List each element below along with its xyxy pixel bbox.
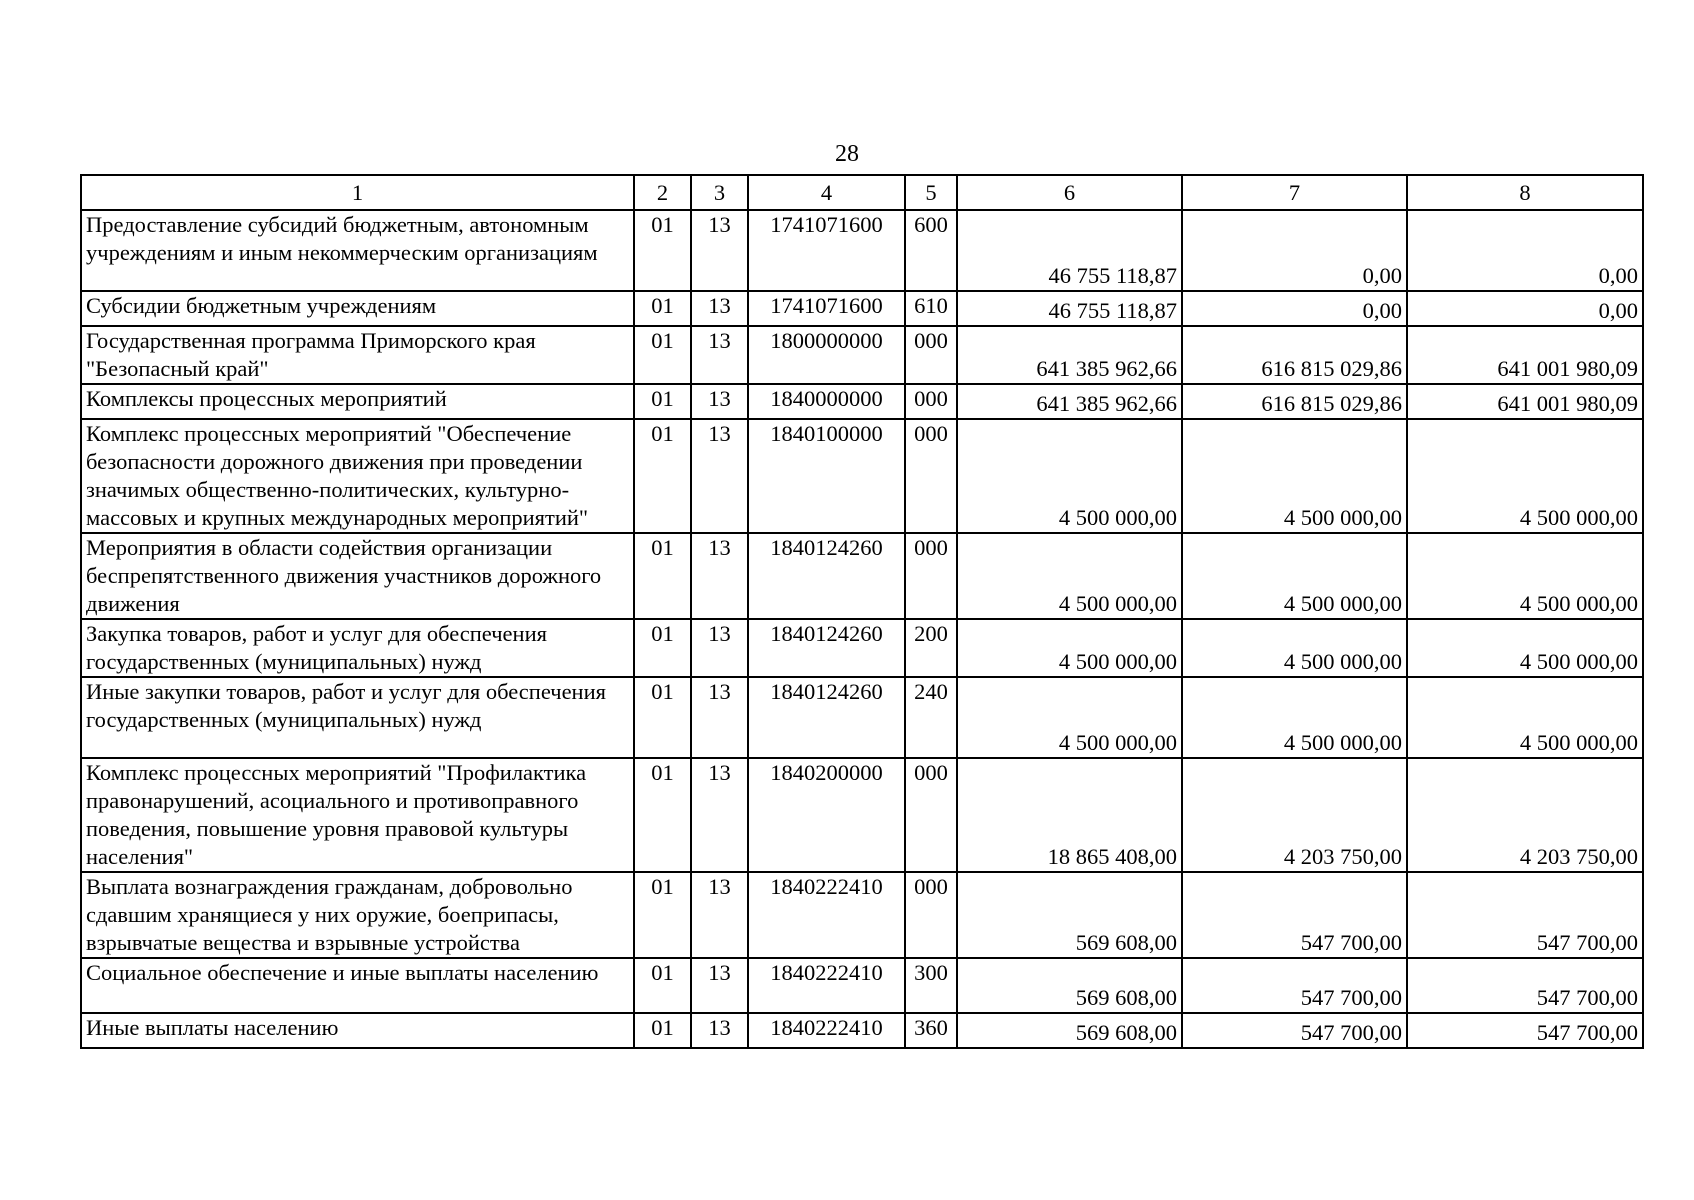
amount-col-7: 547 700,00 <box>1182 958 1407 1013</box>
column-header: 7 <box>1182 175 1407 210</box>
target-article-code: 1800000000 <box>748 326 905 384</box>
target-article-code: 1840200000 <box>748 758 905 872</box>
row-title: Комплекс процессных мероприятий "Профилактика правонарушений, асоциального и противоправного поведения, повышение уровня правовой культуры населения" <box>81 758 634 872</box>
target-article-code: 1840222410 <box>748 872 905 958</box>
table-row <box>81 619 1643 677</box>
amount-col-8: 641 001 980,09 <box>1407 384 1643 419</box>
section-code: 01 <box>634 619 691 677</box>
column-header: 6 <box>957 175 1182 210</box>
amount-col-7: 547 700,00 <box>1182 872 1407 958</box>
section-code: 01 <box>634 677 691 758</box>
amount-col-7: 4 500 000,00 <box>1182 419 1407 533</box>
row-title: Выплата вознаграждения гражданам, добровольно сдавшим хранящиеся у них оружие, боеприпасы, взрывчатые вещества и взрывные устройства <box>81 872 634 958</box>
subsection-code: 13 <box>691 872 748 958</box>
amount-col-7: 547 700,00 <box>1182 1013 1407 1048</box>
amount-col-7: 0,00 <box>1182 210 1407 291</box>
column-header: 2 <box>634 175 691 210</box>
section-code: 01 <box>634 326 691 384</box>
target-article-code: 1840000000 <box>748 384 905 419</box>
amount-col-6: 46 755 118,87 <box>957 291 1182 326</box>
expense-type-code: 000 <box>905 419 957 533</box>
amount-col-7: 4 500 000,00 <box>1182 619 1407 677</box>
column-header: 3 <box>691 175 748 210</box>
header-row <box>81 175 1643 210</box>
subsection-code: 13 <box>691 326 748 384</box>
amount-col-6: 569 608,00 <box>957 872 1182 958</box>
amount-col-6: 4 500 000,00 <box>957 419 1182 533</box>
row-title: Предоставление субсидий бюджетным, автономным учреждениям и иным некоммерческим организациям <box>81 210 634 291</box>
amount-col-8: 4 500 000,00 <box>1407 619 1643 677</box>
amount-col-8: 4 203 750,00 <box>1407 758 1643 872</box>
subsection-code: 13 <box>691 419 748 533</box>
table-row <box>81 419 1643 533</box>
column-header: 5 <box>905 175 957 210</box>
column-header: 1 <box>81 175 634 210</box>
expense-type-code: 200 <box>905 619 957 677</box>
amount-col-8: 0,00 <box>1407 210 1643 291</box>
row-title: Комплекс процессных мероприятий "Обеспечение безопасности дорожного движения при проведении значимых общественно-политических, культурно-массовых и крупных международных мероприятий" <box>81 419 634 533</box>
amount-col-8: 4 500 000,00 <box>1407 419 1643 533</box>
amount-col-7: 4 203 750,00 <box>1182 758 1407 872</box>
row-title: Социальное обеспечение и иные выплаты населению <box>81 958 634 1013</box>
table-row <box>81 291 1643 326</box>
subsection-code: 13 <box>691 677 748 758</box>
section-code: 01 <box>634 419 691 533</box>
row-title: Субсидии бюджетным учреждениям <box>81 291 634 326</box>
target-article-code: 1741071600 <box>748 291 905 326</box>
row-title: Иные закупки товаров, работ и услуг для обеспечения государственных (муниципальных) нужд <box>81 677 634 758</box>
target-article-code: 1741071600 <box>748 210 905 291</box>
subsection-code: 13 <box>691 958 748 1013</box>
subsection-code: 13 <box>691 533 748 619</box>
amount-col-7: 4 500 000,00 <box>1182 677 1407 758</box>
table-row <box>81 384 1643 419</box>
expense-type-code: 000 <box>905 326 957 384</box>
table-row <box>81 958 1643 1013</box>
table-row <box>81 210 1643 291</box>
subsection-code: 13 <box>691 291 748 326</box>
expense-type-code: 610 <box>905 291 957 326</box>
expense-type-code: 240 <box>905 677 957 758</box>
expense-type-code: 360 <box>905 1013 957 1048</box>
subsection-code: 13 <box>691 384 748 419</box>
expense-type-code: 600 <box>905 210 957 291</box>
target-article-code: 1840124260 <box>748 533 905 619</box>
amount-col-6: 569 608,00 <box>957 958 1182 1013</box>
row-title: Иные выплаты населению <box>81 1013 634 1048</box>
amount-col-6: 4 500 000,00 <box>957 619 1182 677</box>
target-article-code: 1840124260 <box>748 677 905 758</box>
subsection-code: 13 <box>691 1013 748 1048</box>
amount-col-6: 18 865 408,00 <box>957 758 1182 872</box>
target-article-code: 1840222410 <box>748 958 905 1013</box>
expense-type-code: 000 <box>905 384 957 419</box>
amount-col-6: 46 755 118,87 <box>957 210 1182 291</box>
section-code: 01 <box>634 1013 691 1048</box>
expense-type-code: 000 <box>905 758 957 872</box>
expense-type-code: 300 <box>905 958 957 1013</box>
table-row <box>81 1013 1643 1048</box>
amount-col-7: 4 500 000,00 <box>1182 533 1407 619</box>
target-article-code: 1840124260 <box>748 619 905 677</box>
table-row <box>81 872 1643 958</box>
row-title: Комплексы процессных мероприятий <box>81 384 634 419</box>
amount-col-7: 616 815 029,86 <box>1182 326 1407 384</box>
budget-table <box>80 174 1644 1049</box>
amount-col-8: 547 700,00 <box>1407 958 1643 1013</box>
subsection-code: 13 <box>691 210 748 291</box>
subsection-code: 13 <box>691 758 748 872</box>
expense-type-code: 000 <box>905 872 957 958</box>
row-title: Закупка товаров, работ и услуг для обеспечения государственных (муниципальных) нужд <box>81 619 634 677</box>
row-title: Мероприятия в области содействия организации беспрепятственного движения участников дорожного движения <box>81 533 634 619</box>
column-header: 4 <box>748 175 905 210</box>
table-row <box>81 677 1643 758</box>
table-row <box>81 326 1643 384</box>
amount-col-6: 569 608,00 <box>957 1013 1182 1048</box>
amount-col-6: 4 500 000,00 <box>957 677 1182 758</box>
column-header: 8 <box>1407 175 1643 210</box>
section-code: 01 <box>634 533 691 619</box>
amount-col-8: 547 700,00 <box>1407 1013 1643 1048</box>
amount-col-8: 4 500 000,00 <box>1407 677 1643 758</box>
section-code: 01 <box>634 958 691 1013</box>
section-code: 01 <box>634 291 691 326</box>
section-code: 01 <box>634 872 691 958</box>
section-code: 01 <box>634 384 691 419</box>
page-number: 28 <box>835 141 859 167</box>
target-article-code: 1840222410 <box>748 1013 905 1048</box>
row-title: Государственная программа Приморского края "Безопасный край" <box>81 326 634 384</box>
amount-col-8: 641 001 980,09 <box>1407 326 1643 384</box>
amount-col-8: 4 500 000,00 <box>1407 533 1643 619</box>
amount-col-6: 641 385 962,66 <box>957 384 1182 419</box>
amount-col-7: 616 815 029,86 <box>1182 384 1407 419</box>
section-code: 01 <box>634 758 691 872</box>
section-code: 01 <box>634 210 691 291</box>
subsection-code: 13 <box>691 619 748 677</box>
table-row <box>81 758 1643 872</box>
amount-col-6: 4 500 000,00 <box>957 533 1182 619</box>
expense-type-code: 000 <box>905 533 957 619</box>
amount-col-8: 0,00 <box>1407 291 1643 326</box>
amount-col-7: 0,00 <box>1182 291 1407 326</box>
target-article-code: 1840100000 <box>748 419 905 533</box>
amount-col-6: 641 385 962,66 <box>957 326 1182 384</box>
table-row <box>81 533 1643 619</box>
amount-col-8: 547 700,00 <box>1407 872 1643 958</box>
